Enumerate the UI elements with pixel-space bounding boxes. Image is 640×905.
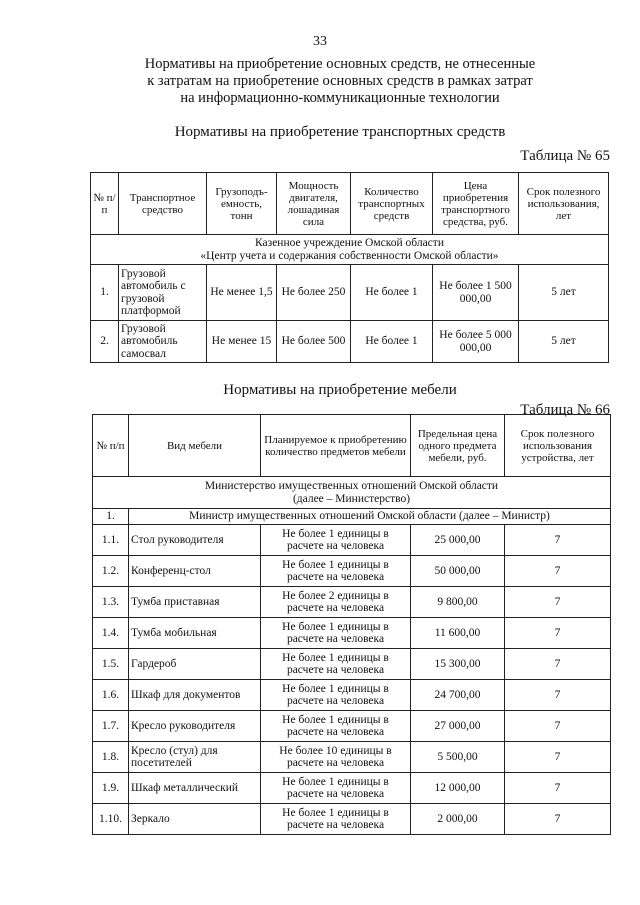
- header-cell: Срок полезного использования, лет: [519, 173, 609, 235]
- furniture-quantity: Не более 1 единицы в расчете на человека: [261, 525, 411, 556]
- org-cell: [91, 235, 609, 265]
- furniture-quantity: Не более 1 единицы в расчете на человека: [261, 804, 411, 835]
- furniture-name: Зеркало: [129, 804, 261, 835]
- table-row: [93, 556, 611, 587]
- org-row: [93, 477, 611, 509]
- header-cell: Срок полезного использования устройства, лет: [505, 415, 611, 477]
- header-cell: Мощность двигателя, лошадиная сила: [277, 173, 351, 235]
- row-number: 1.: [91, 265, 119, 321]
- org-cell: [93, 477, 611, 509]
- furniture-price: 25 000,00: [411, 525, 505, 556]
- table-row: [93, 587, 611, 618]
- row-number: 1.4.: [93, 618, 129, 649]
- document-title: [60, 56, 620, 107]
- vehicle-power: Не более 250: [277, 265, 351, 321]
- table-row: [93, 742, 611, 773]
- row-number: 1.10.: [93, 804, 129, 835]
- furniture-name: Стол руководителя: [129, 525, 261, 556]
- vehicle-quantity: Не более 1: [351, 321, 433, 363]
- row-number: 1.1.: [93, 525, 129, 556]
- table-row: [93, 680, 611, 711]
- title-line: к затратам на приобретение основных средств в рамках затрат: [147, 73, 533, 89]
- org-line: Казенное учреждение Омской области: [255, 236, 444, 249]
- org-row: [91, 235, 609, 265]
- table-row: [93, 618, 611, 649]
- org-line: (далее – Министерство): [292, 492, 411, 505]
- furniture-quantity: Не более 1 единицы в расчете на человека: [261, 649, 411, 680]
- vehicle-term: 5 лет: [519, 321, 609, 363]
- group-row: [93, 509, 611, 525]
- header-cell: № п/п: [93, 415, 129, 477]
- transport-section-title: Нормативы на приобретение транспортных средств: [174, 124, 506, 140]
- transport-table: [90, 172, 609, 363]
- furniture-name: Шкаф металлический: [129, 773, 261, 804]
- page-number: 33: [313, 34, 327, 49]
- furniture-price: 24 700,00: [411, 680, 505, 711]
- furniture-quantity: Не более 1 единицы в расчете на человека: [261, 556, 411, 587]
- row-number: 1.7.: [93, 711, 129, 742]
- header-cell: Вид мебели: [129, 415, 261, 477]
- row-number: 1.8.: [93, 742, 129, 773]
- header-cell: Предельная цена одного предмета мебели, руб.: [411, 415, 505, 477]
- row-number: 1.9.: [93, 773, 129, 804]
- furniture-name: Тумба приставная: [129, 587, 261, 618]
- group-label: Министр имущественных отношений Омской области (далее – Министр): [129, 509, 611, 525]
- row-number: 1.5.: [93, 649, 129, 680]
- table-row: [93, 525, 611, 556]
- org-line: Министерство имущественных отношений Омской области: [204, 479, 499, 492]
- header-cell: Планируемое к приобретению количество предметов мебели: [261, 415, 411, 477]
- row-number: 1.3.: [93, 587, 129, 618]
- furniture-term: 7: [505, 742, 611, 773]
- vehicle-name: Грузовой автомобиль самосвал: [119, 321, 207, 363]
- table-row: [93, 711, 611, 742]
- vehicle-quantity: Не более 1: [351, 265, 433, 321]
- table-row: [91, 265, 609, 321]
- furniture-name: Шкаф для документов: [129, 680, 261, 711]
- furniture-section-title: Нормативы на приобретение мебели: [223, 382, 457, 398]
- header-cell: Транспортное средство: [119, 173, 207, 235]
- row-number: 1.2.: [93, 556, 129, 587]
- furniture-price: 12 000,00: [411, 773, 505, 804]
- furniture-price: 9 800,00: [411, 587, 505, 618]
- row-number: 1.: [93, 509, 129, 525]
- org-line: «Центр учета и содержания собственности Омской области»: [200, 249, 499, 262]
- furniture-quantity: Не более 2 единицы в расчете на человека: [261, 587, 411, 618]
- furniture-name: Тумба мобильная: [129, 618, 261, 649]
- furniture-term: 7: [505, 711, 611, 742]
- header-cell: Цена приобретения транспортного средства, руб.: [433, 173, 519, 235]
- row-number: 2.: [91, 321, 119, 363]
- furniture-term: 7: [505, 556, 611, 587]
- table-row: [93, 804, 611, 835]
- furniture-price: 50 000,00: [411, 556, 505, 587]
- furniture-name: Конференц-стол: [129, 556, 261, 587]
- furniture-term: 7: [505, 773, 611, 804]
- furniture-term: 7: [505, 804, 611, 835]
- furniture-term: 7: [505, 680, 611, 711]
- furniture-price: 27 000,00: [411, 711, 505, 742]
- furniture-quantity: Не более 1 единицы в расчете на человека: [261, 711, 411, 742]
- title-line: на информационно-коммуникационные технологии: [180, 90, 500, 106]
- furniture-quantity: Не более 1 единицы в расчете на человека: [261, 773, 411, 804]
- furniture-name: Кресло руководителя: [129, 711, 261, 742]
- vehicle-term: 5 лет: [519, 265, 609, 321]
- transport-table-label: Таблица № 65: [520, 148, 610, 164]
- furniture-quantity: Не более 1 единицы в расчете на человека: [261, 618, 411, 649]
- furniture-quantity: Не более 10 единицы в расчете на человека: [261, 742, 411, 773]
- header-cell: Количество транспортных средств: [351, 173, 433, 235]
- furniture-term: 7: [505, 618, 611, 649]
- table-row: [93, 773, 611, 804]
- vehicle-power: Не более 500: [277, 321, 351, 363]
- vehicle-price: Не более 5 000 000,00: [433, 321, 519, 363]
- header-cell: № п/п: [91, 173, 119, 235]
- furniture-table-label: Таблица № 66: [520, 402, 610, 418]
- vehicle-price: Не более 1 500 000,00: [433, 265, 519, 321]
- title-line: Нормативы на приобретение основных средств, не отнесенные: [144, 56, 536, 72]
- vehicle-capacity: Не менее 1,5: [207, 265, 277, 321]
- table-row: [93, 649, 611, 680]
- furniture-price: 11 600,00: [411, 618, 505, 649]
- furniture-term: 7: [505, 649, 611, 680]
- furniture-name: Кресло (стул) для посетителей: [129, 742, 261, 773]
- furniture-price: 15 300,00: [411, 649, 505, 680]
- table-header-row: [91, 173, 609, 235]
- furniture-term: 7: [505, 525, 611, 556]
- table-header-row: [93, 415, 611, 477]
- furniture-table: [92, 414, 611, 835]
- header-cell: Грузоподъ-емность, тонн: [207, 173, 277, 235]
- furniture-price: 2 000,00: [411, 804, 505, 835]
- vehicle-name: Грузовой автомобиль с грузовой платформой: [119, 265, 207, 321]
- furniture-name: Гардероб: [129, 649, 261, 680]
- furniture-price: 5 500,00: [411, 742, 505, 773]
- table-row: [91, 321, 609, 363]
- furniture-quantity: Не более 1 единицы в расчете на человека: [261, 680, 411, 711]
- vehicle-capacity: Не менее 15: [207, 321, 277, 363]
- row-number: 1.6.: [93, 680, 129, 711]
- furniture-term: 7: [505, 587, 611, 618]
